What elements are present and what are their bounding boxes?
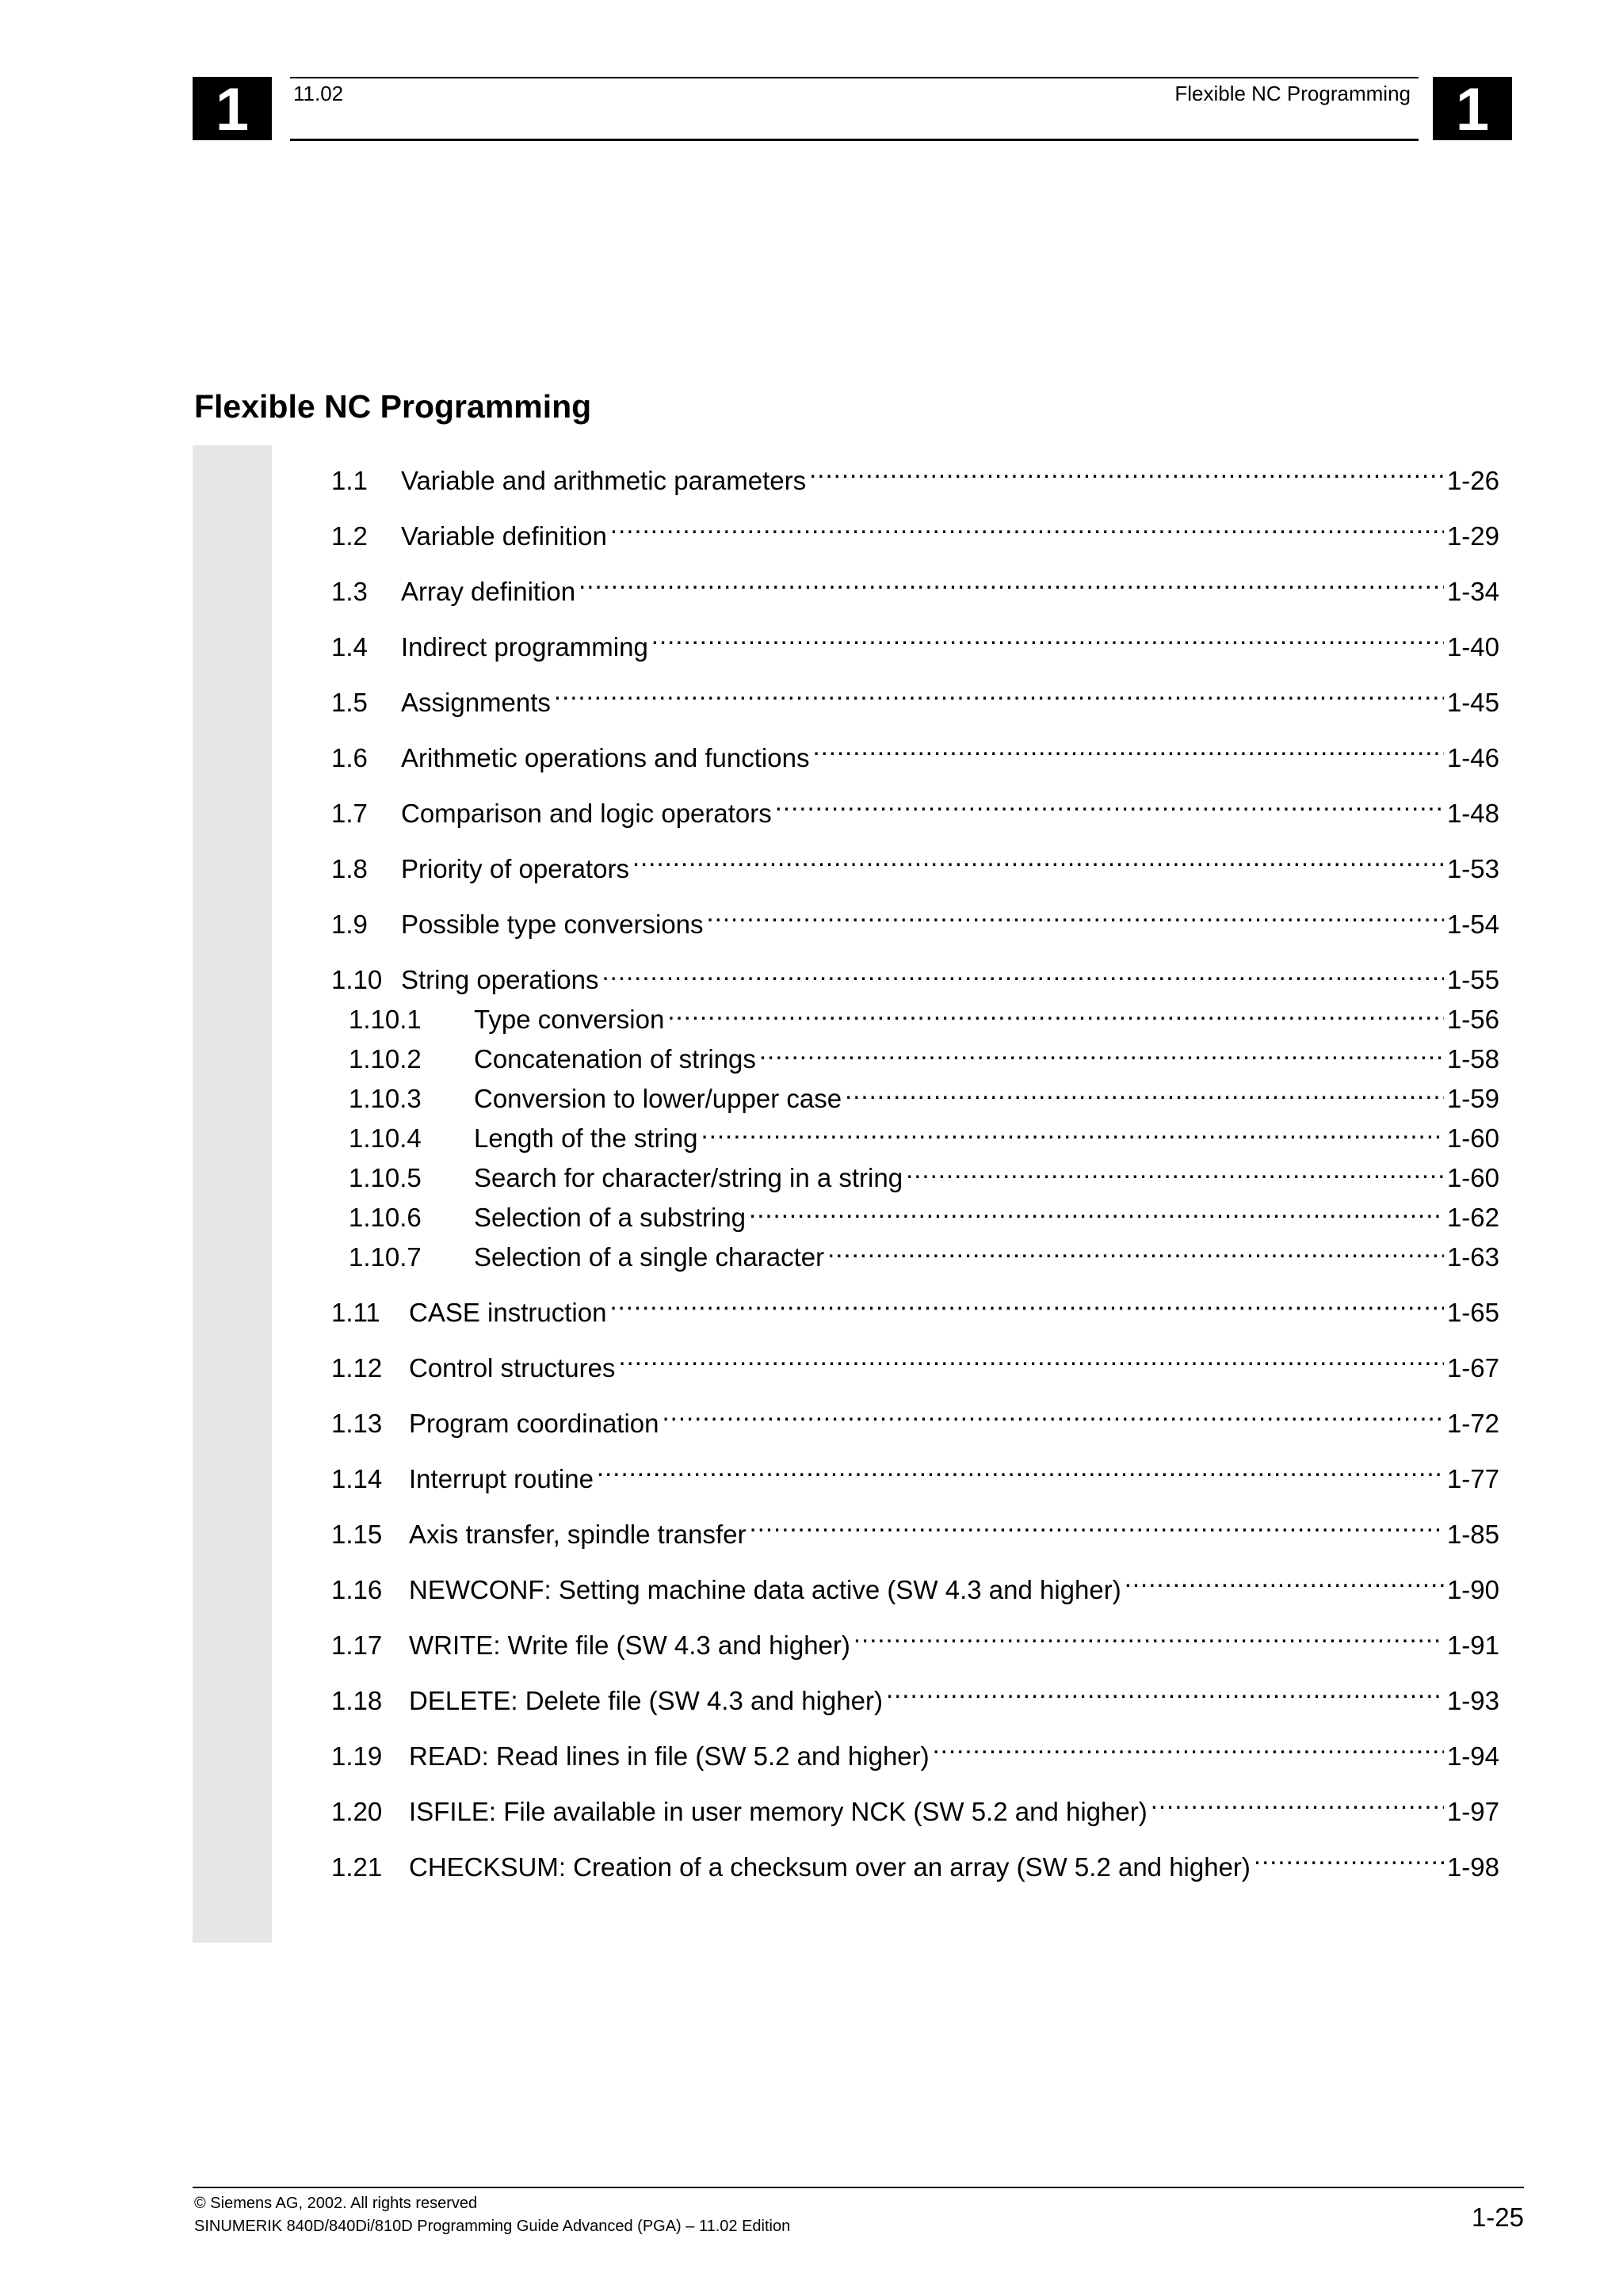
toc-leader-dots [1151,1789,1444,1821]
toc-entry-number: 1.2 [331,521,368,551]
toc-entry-page: 1-46 [1446,743,1499,772]
toc-entry-page: 1-93 [1446,1686,1499,1715]
toc-entry-page: 1-90 [1446,1575,1499,1604]
toc-leader-dots [663,1401,1444,1432]
toc-entry-number: 1.10.5 [349,1163,422,1192]
footer-page-number: 1-25 [1471,2203,1524,2232]
toc-entry-number: 1.8 [331,854,368,883]
toc-leader-dots [579,569,1444,601]
chapter-title: Flexible NC Programming [194,388,592,425]
toc-entry-number: 1.19 [331,1741,383,1771]
header-title: Flexible NC Programming [1174,82,1411,105]
toc-entry-number: 1.11 [331,1298,380,1327]
footer-guide-title: SINUMERIK 840D/840Di/810D Programming Guide Advanced (PGA) – 11.02 Edition [194,2218,791,2235]
header-date: 11.02 [293,82,344,105]
toc-entry-title: Arithmetic operations and functions [401,743,810,772]
toc-entry-number: 1.9 [331,910,368,939]
footer-copyright: © Siemens AG, 2002. All rights reserved [194,2195,478,2212]
toc-entry-page: 1-65 [1446,1298,1499,1327]
toc-entry[interactable] [331,1076,1499,1116]
toc-entry[interactable] [331,1116,1499,1155]
toc-entry-title: Selection of a substring [474,1203,747,1232]
toc-entry-title: Comparison and logic operators [401,799,772,828]
toc-entry-number: 1.6 [331,743,368,772]
toc-entry[interactable] [331,1844,1499,1900]
toc-entry-number: 1.7 [331,799,368,828]
toc-leader-dots [812,735,1443,767]
toc-entry-title: WRITE: Write file (SW 4.3 and higher) [409,1630,850,1660]
table-of-contents [331,458,1499,1900]
toc-leader-dots [759,1036,1444,1068]
toc-entry[interactable] [331,846,1499,902]
toc-entry-number: 1.4 [331,632,368,662]
toc-entry-number: 1.14 [331,1464,383,1493]
toc-entry[interactable] [331,997,1499,1036]
toc-entry-page: 1-48 [1446,799,1499,828]
toc-entry-page: 1-58 [1446,1044,1499,1074]
toc-entry-number: 1.10 [331,965,383,994]
toc-entry[interactable] [331,1567,1499,1623]
toc-leader-dots [845,1076,1444,1108]
toc-entry-page: 1-40 [1446,632,1499,662]
toc-entry-page: 1-62 [1446,1203,1499,1232]
header-rule-top [290,77,1419,78]
toc-entry[interactable] [331,1234,1499,1290]
toc-entry-title: Length of the string [474,1123,698,1153]
toc-entry-page: 1-53 [1446,854,1499,883]
toc-entry-title: Assignments [401,688,551,717]
toc-entry-number: 1.16 [331,1575,383,1604]
toc-entry[interactable] [331,1512,1499,1567]
toc-leader-dots [609,1290,1444,1322]
toc-entry-title: Conversion to lower/upper case [474,1084,842,1113]
toc-entry-page: 1-91 [1446,1630,1499,1660]
toc-entry-number: 1.5 [331,688,368,717]
toc-entry-number: 1.10.7 [349,1242,422,1272]
toc-entry-page: 1-60 [1446,1123,1499,1153]
toc-leader-dots [749,1195,1444,1226]
toc-leader-dots [554,680,1444,711]
footer-rule [193,2187,1524,2188]
toc-entry-title: DELETE: Delete file (SW 4.3 and higher) [409,1686,883,1715]
toc-leader-dots [809,458,1444,490]
toc-entry-number: 1.12 [331,1353,383,1383]
toc-entry[interactable] [331,569,1499,624]
toc-entry[interactable] [331,624,1499,680]
toc-entry-title: ISFILE: File available in user memory NCK (SW 5.2 and higher) [409,1797,1148,1826]
toc-leader-dots [707,902,1444,933]
toc-entry[interactable] [331,1345,1499,1401]
toc-entry-title: Selection of a single character [474,1242,825,1272]
toc-entry-title: Type conversion [474,1005,665,1034]
toc-leader-dots [906,1155,1444,1187]
toc-entry[interactable] [331,1401,1499,1456]
toc-leader-dots [667,997,1444,1028]
toc-entry[interactable] [331,1678,1499,1733]
toc-entry[interactable] [331,1623,1499,1678]
toc-entry-number: 1.15 [331,1520,383,1549]
toc-entry-number: 1.10.1 [349,1005,422,1034]
toc-entry-title: Interrupt routine [409,1464,594,1493]
toc-entry-page: 1-59 [1446,1084,1499,1113]
toc-entry-number: 1.10.4 [349,1123,422,1153]
toc-entry-page: 1-55 [1446,965,1499,994]
toc-entry-number: 1.21 [331,1852,383,1882]
toc-entry-page: 1-98 [1446,1852,1499,1882]
chapter-number-badge-left: 1 [193,77,272,140]
toc-leader-dots [632,846,1444,878]
toc-leader-dots [775,791,1444,822]
toc-entry-page: 1-26 [1446,466,1499,495]
toc-leader-dots [701,1116,1444,1147]
toc-leader-dots [601,957,1443,989]
toc-entry-page: 1-72 [1446,1409,1499,1438]
toc-leader-dots [1125,1567,1444,1599]
toc-entry-title: Indirect programming [401,632,648,662]
toc-entry-number: 1.3 [331,577,368,606]
toc-entry-number: 1.10.2 [349,1044,422,1074]
toc-entry[interactable] [331,1036,1499,1076]
toc-leader-dots [597,1456,1444,1488]
toc-entry-title: CASE instruction [409,1298,607,1327]
toc-entry-page: 1-34 [1446,577,1499,606]
header-rule-bottom [290,139,1419,141]
toc-leader-dots [854,1623,1444,1654]
toc-entry-title: Variable and arithmetic parameters [401,466,807,495]
toc-leader-dots [886,1678,1444,1710]
toc-entry[interactable] [331,1789,1499,1844]
toc-entry-number: 1.10.6 [349,1203,422,1232]
toc-entry-title: Axis transfer, spindle transfer [409,1520,747,1549]
toc-leader-dots [827,1234,1444,1266]
toc-entry-number: 1.1 [331,466,368,495]
toc-leader-dots [1254,1844,1444,1876]
toc-entry[interactable] [331,513,1499,569]
toc-entry-page: 1-63 [1446,1242,1499,1272]
toc-leader-dots [610,513,1444,545]
toc-entry-page: 1-97 [1446,1797,1499,1826]
toc-entry-page: 1-77 [1446,1464,1499,1493]
toc-entry-page: 1-85 [1446,1520,1499,1549]
toc-entry-title: Array definition [401,577,576,606]
toc-entry-number: 1.10.3 [349,1084,422,1113]
toc-entry[interactable] [331,1456,1499,1512]
toc-entry-number: 1.18 [331,1686,383,1715]
toc-entry-title: NEWCONF: Setting machine data active (SW 4.3 and higher) [409,1575,1121,1604]
toc-entry[interactable] [331,1195,1499,1234]
toc-entry-page: 1-29 [1446,521,1499,551]
toc-entry-title: Control structures [409,1353,616,1383]
toc-entry[interactable] [331,735,1499,791]
toc-entry-title: Variable definition [401,521,607,551]
toc-entry[interactable] [331,791,1499,846]
toc-entry-page: 1-60 [1446,1163,1499,1192]
toc-entry-number: 1.13 [331,1409,383,1438]
toc-entry-number: 1.17 [331,1630,383,1660]
toc-leader-dots [750,1512,1444,1543]
toc-entry[interactable] [331,957,1499,997]
toc-entry-title: Search for character/string in a string [474,1163,903,1192]
margin-bar [193,445,272,1943]
toc-entry-title: READ: Read lines in file (SW 5.2 and higher) [409,1741,930,1771]
toc-entry-page: 1-54 [1446,910,1499,939]
toc-entry-page: 1-94 [1446,1741,1499,1771]
toc-leader-dots [933,1733,1444,1765]
toc-entry-page: 1-67 [1446,1353,1499,1383]
toc-entry[interactable] [331,680,1499,735]
toc-entry-page: 1-45 [1446,688,1499,717]
toc-entry-page: 1-56 [1446,1005,1499,1034]
toc-leader-dots [651,624,1444,656]
toc-entry-number: 1.20 [331,1797,383,1826]
toc-entry[interactable] [331,458,1499,513]
toc-entry[interactable] [331,1733,1499,1789]
chapter-number-badge-right: 1 [1433,77,1512,140]
toc-entry-title: Concatenation of strings [474,1044,756,1074]
toc-entry-title: Possible type conversions [401,910,704,939]
toc-entry-title: Program coordination [409,1409,659,1438]
toc-entry-title: CHECKSUM: Creation of a checksum over an array (SW 5.2 and higher) [409,1852,1251,1882]
toc-leader-dots [618,1345,1444,1377]
toc-entry-title: Priority of operators [401,854,629,883]
toc-entry[interactable] [331,1155,1499,1195]
toc-entry[interactable] [331,902,1499,957]
toc-entry-title: String operations [401,965,599,994]
toc-entry[interactable] [331,1290,1499,1345]
